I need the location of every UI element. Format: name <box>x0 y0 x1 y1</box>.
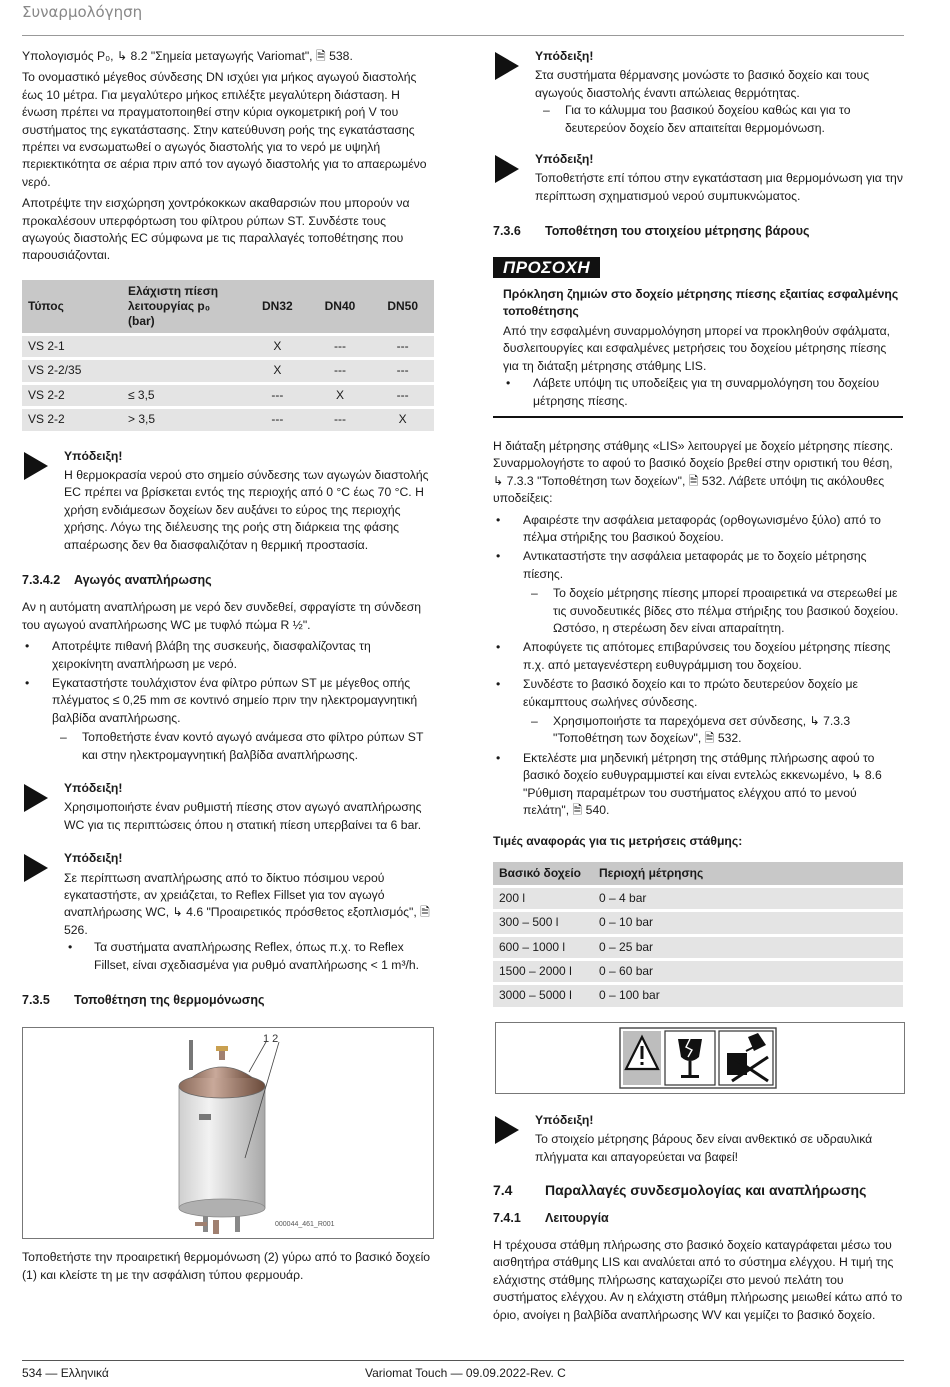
vessel-illustration <box>23 1028 433 1238</box>
bullet-item: • Εκτελέστε μια μηδενική μέτρηση της στάθμης πλήρωσης αφού το βασικό δοχείο ευθυγραμμιστεί και είναι εντελώς εκκενωμένο, ↳ 8.6 "Ρύθμιση παραμέτρων του συστήματος ελέγχου από το μενού πελάτη", 🗎 540. <box>493 750 903 820</box>
table-cell: VS 2-2 <box>22 385 122 406</box>
bullet-item: • Αποφύγετε τις απότομες επιβαρύνσεις του δοχείου μέτρησης πίεσης π.χ. από μεταγενέστερη ευθυγράμμιση του δοχείου. <box>493 639 903 674</box>
paragraph: Αποτρέψτε την εισχώρηση χοντρόκοκκων ακαθαρσιών που μπορούν να προκαλέσουν υπερφόρτωση του φίλτρου ρύπων ST. Συνδέστε τους αγωγούς διαστολής EC σύμφωνα με τις παραλλαγές τοποθέτησης που παρουσιάζονται. <box>22 196 410 263</box>
arrow-icon <box>24 452 48 480</box>
footer-document: Variomat Touch — 09.09.2022-Rev. C <box>365 1366 566 1380</box>
section-heading <box>493 1182 903 1199</box>
paragraph: Υπολογισμός P₀, ↳ 8.2 "Σημεία μεταγωγής Variomat", 🗎 538. <box>22 49 353 63</box>
table-cell: --- <box>246 385 309 406</box>
section-number: 7.4 <box>493 1182 513 1199</box>
table-cell: VS 2-2 <box>22 409 122 430</box>
table-header: Βασικό δοχείο <box>493 862 593 885</box>
table-header-row <box>493 862 903 885</box>
table-cell: > 3,5 <box>122 409 246 430</box>
page-header: Συναρμολόγηση <box>22 3 143 21</box>
bullet-item: • Αντικαταστήστε την ασφάλεια μεταφοράς με το δοχείο μέτρησης πίεσης. <box>493 548 903 583</box>
table-cell: --- <box>309 409 372 430</box>
table-header: DN40 <box>309 280 372 333</box>
table-row <box>493 912 903 933</box>
note-title: Υπόδειξη! <box>535 49 594 63</box>
table-header: Ελάχιστη πίεση λειτουργίας p₀ (bar) <box>122 280 246 333</box>
note-text: Χρησιμοποιήστε έναν ρυθμιστή πίεσης στον αγωγό αναπλήρωσης WC για τις περιπτώσεις όπου η στατική πίεση υπερβαίνει τα 6 bar. <box>64 800 422 832</box>
table-header: Τύπος <box>22 280 122 333</box>
table-cell <box>122 360 246 381</box>
warning-pictograms <box>495 1022 905 1094</box>
table-cell: 0 – 60 bar <box>593 961 903 982</box>
note-title: Υπόδειξη! <box>535 152 594 167</box>
bullet-item: • Συνδέστε το βασικό δοχείο και το πρώτο δευτερεύον δοχείο με εύκαμπτους σωλήνες σύνδεσης. <box>493 676 903 711</box>
dn-table <box>22 277 434 434</box>
dash-item: – Χρησιμοποιήστε τα παρεχόμενα σετ σύνδεσης, ↳ 7.3.3 "Τοποθέτηση των δοχείων", 🗎 532. <box>493 713 903 748</box>
note-block <box>493 1112 903 1166</box>
table-cell: VS 2-2/35 <box>22 360 122 381</box>
table-cell: 0 – 4 bar <box>593 888 903 909</box>
table-row <box>493 888 903 909</box>
note-block <box>22 780 434 834</box>
table-cell: 600 – 1000 l <box>493 937 593 958</box>
dash-item: – Το δοχείο μέτρησης πίεσης μπορεί προαιρετικά να στερεωθεί με τις συνοδευτικές βίδες στο πέλμα στήριξης του βασικού δοχείου. Ωστόσο, η στερέωση δεν είναι απαραίτητη. <box>493 585 903 637</box>
figure-caption: Τοποθετήστε την προαιρετική θερμομόνωση (2) γύρω από το βασικό δοχείο (1) και κλείστε τη με την ασφάλιση τύπου φερμουάρ. <box>22 1250 431 1282</box>
fragile-glass-icon <box>665 1031 715 1085</box>
table-cell: 0 – 10 bar <box>593 912 903 933</box>
level-table <box>493 859 903 1010</box>
paragraph: Το ονομαστικό μέγεθος σύνδεσης DN ισχύει για μήκος αγωγού διαστολής έως 10 μέτρα. Για μεγαλύτερο μήκος επιλέξτε μεγαλύτερη διάσταση. Η ένωση πρέπει να πραγματοποιηθεί στην κύρια ογκομετρική ροή V του συστήματος της εγκατάστασης. Στην κατεύθυνση ροής της εγκατάστασης πρέπει να ενσωματωθεί ο αγωγός διαστολής για το νερό με υψηλή περιεκτικότητα σε αέρια πριν από τον αγωγό διαστολής για το απαερωμένο νερό. <box>22 70 427 189</box>
note-text: Το στοιχείο μέτρησης βάρους δεν είναι ανθεκτικό σε υδραυλικά πλήγματα και απαγορεύεται να βαφεί! <box>535 1132 873 1164</box>
table-row <box>22 336 434 357</box>
section-number: 7.3.4.2 <box>22 572 61 587</box>
bullet-item: • Αφαιρέστε την ασφάλεια μεταφοράς (ορθογωνισμένο ξύλο) από το πέλμα στήριξης του βασικού δοχείου. <box>493 512 903 547</box>
paragraph: Αν η αυτόματη αναπλήρωση με νερό δεν συνδεθεί, σφραγίστε τη σύνδεση του αγωγού αναπλήρωσης WC με τυφλό πώμα R ½". <box>22 600 421 632</box>
footer-page: 534 — Ελληνικά <box>22 1366 109 1380</box>
section-heading <box>22 992 434 1009</box>
note-text: Στα συστήματα θέρμανσης μονώστε το βασικό δοχείο και τους αγωγούς διαστολής έναντι απώλειας θερμότητας. <box>535 68 870 100</box>
note-bullet: • Τα συστήματα αναπλήρωσης Reflex, όπως π.χ. το Reflex Fillset, είναι σχεδιασμένα για ρυθμό αναπλήρωσης < 1 m³/h. <box>64 939 434 974</box>
caution-box <box>493 286 903 418</box>
footer-rule <box>22 1360 904 1361</box>
table-cell: X <box>246 336 309 357</box>
table-cell: ≤ 3,5 <box>122 385 246 406</box>
note-text: Τοποθετήστε επί τόπου στην εγκατάσταση μια θερμομόνωση για την περίπτωση σχηματισμού νερού συμπυκνώματος. <box>535 171 903 203</box>
table-cell: 0 – 100 bar <box>593 985 903 1006</box>
table-header: Περιοχή μέτρησης <box>593 862 903 885</box>
table-row <box>22 385 434 406</box>
section-title: Τοποθέτηση της θερμομόνωσης <box>74 993 265 1008</box>
note-title: Υπόδειξη! <box>64 851 123 866</box>
note-title: Υπόδειξη! <box>64 781 123 795</box>
table-row <box>22 360 434 381</box>
paragraph: Η διάταξη μέτρησης στάθμης «LIS» λειτουργεί με δοχείο μέτρησης πίεσης. Συναρμολογήστε το αφού το βασικό δοχείο βρεθεί στην οριστική του θέση, ↳ 7.3.3 "Τοποθέτηση των δοχείων", 🗎 532. Λάβετε υπόψη τις ακόλουθες υποδείξεις: <box>493 438 894 506</box>
right-column <box>493 48 903 1328</box>
caution-title: Πρόκληση ζημιών στο δοχείο μέτρησης πίεσης εξαιτίας εσφαλμένης τοποθέτησης <box>503 287 899 319</box>
figure-labels: 1 2 <box>263 1033 279 1046</box>
table-cell: --- <box>309 360 372 381</box>
table-cell: X <box>371 409 434 430</box>
table-header: DN50 <box>371 280 434 333</box>
table-cell: 200 l <box>493 888 593 909</box>
note-title: Υπόδειξη! <box>64 448 123 463</box>
table-row <box>22 409 434 430</box>
arrow-icon <box>24 784 48 812</box>
section-heading <box>493 223 903 240</box>
no-paint-icon <box>719 1031 773 1085</box>
caution-text: Από την εσφαλμένη συναρμολόγηση μπορεί να προκληθούν σφάλματα, δυσλειτουργίες και εσφαλμένες μετρήσεις του δοχείου μέτρησης πίεσης για τη διάταξη μέτρησης στάθμης LIS. <box>503 323 891 373</box>
note-block <box>22 850 434 974</box>
table-cell: 0 – 25 bar <box>593 937 903 958</box>
insulation-figure <box>22 1027 434 1239</box>
table-row <box>493 985 903 1006</box>
table-header-row <box>22 280 434 333</box>
dash-item: – Τοποθετήστε έναν κοντό αγωγό ανάμεσα στο φίλτρο ρύπων ST και στην ηλεκτρομαγνητική βαλβίδα αναπλήρωσης. <box>22 729 434 764</box>
section-title: Τοποθέτηση του στοιχείου μέτρησης βάρους <box>545 224 810 239</box>
warning-triangle-icon <box>623 1031 661 1085</box>
bullet-item: • Εγκαταστήστε τουλάχιστον ένα φίλτρο ρύπων ST με μέγεθος οπής πλέγματος ≤ 0,25 mm σε κοντινό σημείο πριν την ηλεκτρομαγνητική βαλβίδα αναπλήρωσης. <box>22 675 434 727</box>
section-title: Λειτουργία <box>545 1210 609 1225</box>
table-cell: X <box>309 385 372 406</box>
arrow-icon <box>24 854 48 882</box>
table-header: DN32 <box>246 280 309 333</box>
pictogram-strip <box>496 1023 904 1093</box>
table-cell: --- <box>309 336 372 357</box>
section-heading <box>493 1210 903 1227</box>
section-number: 7.3.5 <box>22 993 50 1008</box>
note-block <box>493 48 903 137</box>
table-title: Τιμές αναφοράς για τις μετρήσεις στάθμης: <box>493 834 743 849</box>
header-rule <box>22 35 904 36</box>
section-heading <box>22 572 434 589</box>
table-cell <box>122 336 246 357</box>
section-number: 7.3.6 <box>493 224 521 239</box>
caution-label: ΠΡΟΣΟΧΗ <box>493 257 600 278</box>
note-title: Υπόδειξη! <box>535 1112 594 1127</box>
caution-bullet: • Λάβετε υπόψη τις υποδείξεις για τη συναρμολόγηση του δοχείου μέτρησης πίεσης. <box>503 375 903 410</box>
table-cell: --- <box>371 385 434 406</box>
table-cell: 300 – 500 l <box>493 912 593 933</box>
table-cell: 3000 – 5000 l <box>493 985 593 1006</box>
note-text: Σε περίπτωση αναπλήρωσης από το δίκτυο πόσιμου νερού εγκαταστήστε, αν χρειάζεται, το Reflex Fillset για τον αγωγό αναπλήρωσης WC, ↳ 4.6 "Προαιρετικός πρόσθετος εξοπλισμός", 🗎 526. <box>64 870 430 937</box>
note-block <box>22 448 434 554</box>
table-row <box>493 961 903 982</box>
table-cell: --- <box>371 336 434 357</box>
table-cell: 1500 – 2000 l <box>493 961 593 982</box>
arrow-icon <box>495 1116 519 1144</box>
table-cell: X <box>246 360 309 381</box>
section-title: Παραλλαγές συνδεσμολογίας και αναπλήρωσης <box>545 1182 867 1199</box>
table-cell: --- <box>371 360 434 381</box>
note-block <box>493 151 903 205</box>
table-row <box>493 937 903 958</box>
table-cell: --- <box>246 409 309 430</box>
paragraph: Η τρέχουσα στάθμη πλήρωσης στο βασικό δοχείο καταγράφεται μέσω του αισθητήρα στάθμης LIS και αναλύεται από το σύστημα ελέγχου. Η τιμή της ελάχιστης στάθμης πλήρωσης καταχωρίζει στο μενού πελάτη του συστήματος ελέγχου. Αν η ελάχιστη στάθμη πλήρωσης μειωθεί κάτω από το όριο, ανοίγει η βαλβίδα αναπλήρωσης WV και γεμίζει το βασικό δοχείο. <box>493 1237 903 1322</box>
note-dash: – Για το κάλυμμα του βασικού δοχείου καθώς και για το δευτερεύον δοχείο δεν απαιτείται θερμομόνωση. <box>535 102 903 137</box>
section-number: 7.4.1 <box>493 1210 521 1225</box>
bullet-item: • Αποτρέψτε πιθανή βλάβη της συσκευής, διασφαλίζοντας τη χειροκίνητη αναπλήρωση με νερό. <box>22 638 434 673</box>
left-column <box>22 48 434 1288</box>
arrow-icon <box>495 155 519 183</box>
table-cell: VS 2-1 <box>22 336 122 357</box>
section-title: Αγωγός αναπλήρωσης <box>74 572 212 587</box>
note-text: Η θερμοκρασία νερού στο σημείο σύνδεσης των αγωγών διαστολής EC πρέπει να βρίσκεται εντός της περιοχής από 0 °C έως 70 °C. Η χρήση ενδιάμεσων δοχείων δεν αυξάνει το εύρος της περιοχής χρήσης. Λόγω της διέλευσης της ροής στη διάρκεια της φάσης απαέρωσης δεν θα διασφαλιζόταν η θερμική προστασία. <box>64 467 429 552</box>
figure-code: 000044_461_R001 <box>275 1221 335 1229</box>
arrow-icon <box>495 52 519 80</box>
